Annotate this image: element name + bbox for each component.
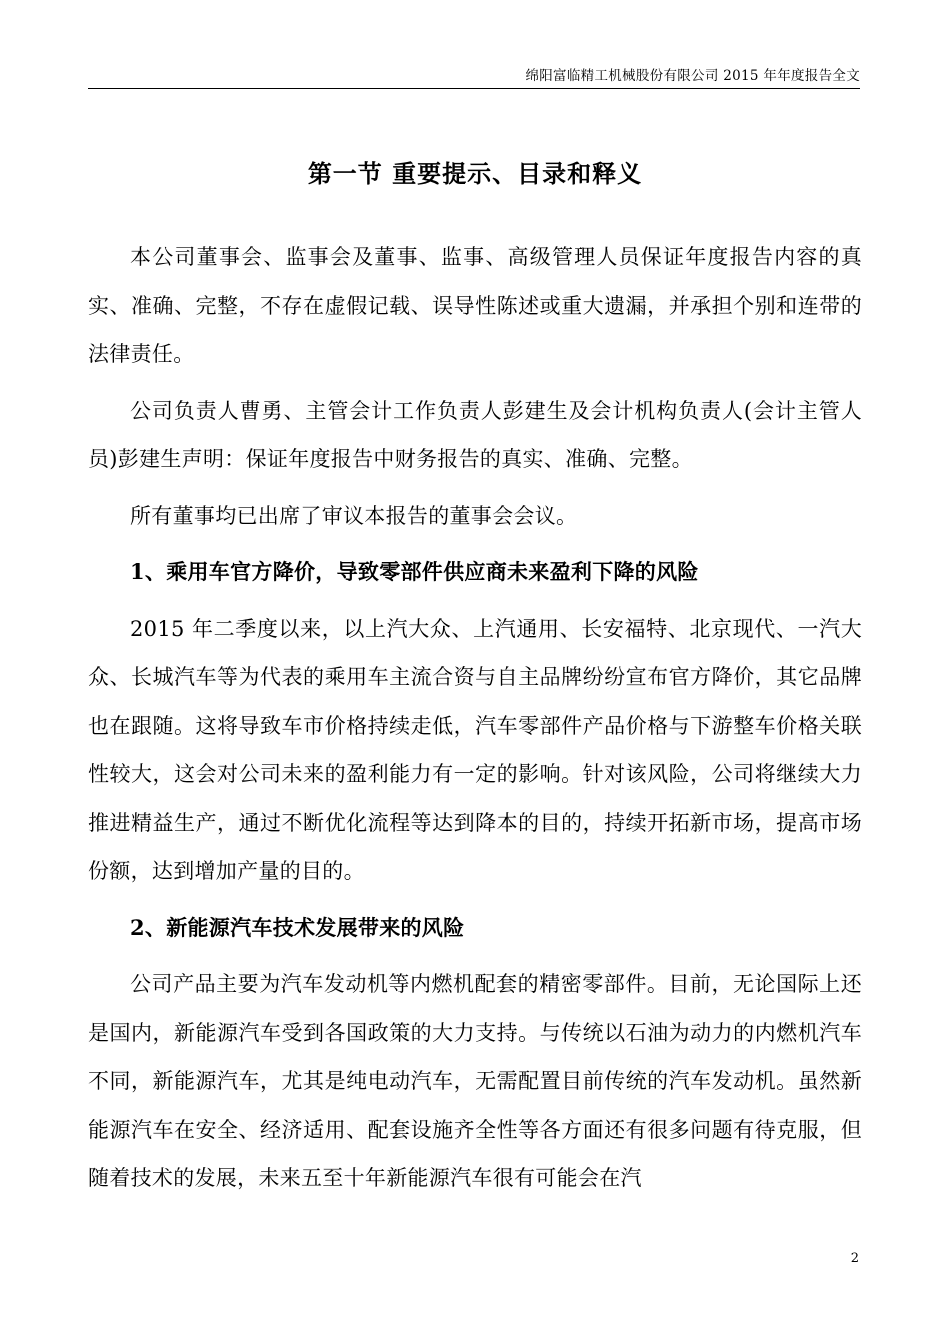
- section-title: 第一节 重要提示、目录和释义: [307, 159, 643, 188]
- risk-heading-1: 1、乘用车官方降价，导致零部件供应商未来盈利下降的风险: [130, 559, 699, 584]
- risk-heading-2: 2、新能源汽车技术发展带来的风险: [130, 914, 465, 940]
- header-text: 绵阳富临精工机械股份有限公司 2015 年年度报告全文: [525, 68, 860, 84]
- page-number: 2: [850, 1251, 859, 1266]
- page-header: [88, 62, 860, 89]
- paragraph-risk-1: 2015 年二季度以来，以上汽大众、上汽通用、长安福特、北京现代、一汽大众、长城汽车等为代表的乘用车主流合资与自主品牌纷纷宣布官方降价，其它品牌也在跟随。这将导致车市价格持续走低，汽车零部件产品价格与下游整车价格关联性较大，这会对公司未来的盈利能力有一定的影响。针对该风险，公司将继续大力推进精益生产，通过不断优化流程等达到降本的目的，持续开拓新市场，提高市场份额，达到增加产量的目的。: [88, 616, 862, 883]
- body-text: [88, 233, 862, 1203]
- paragraph-risk-2: 公司产品主要为汽车发动机等内燃机配套的精密零部件。目前，无论国际上还是国内，新能源汽车受到各国政策的大力支持。与传统以石油为动力的内燃机汽车不同，新能源汽车，尤其是纯电动汽车，无需配置目前传统的汽车发动机。虽然新能源汽车在安全、经济适用、配套设施齐全性等各方面还有很多问题有待克服，但随着技术的发展，未来五至十年新能源汽车很有可能会在汽: [88, 972, 862, 1190]
- paragraph-responsible-persons: 公司负责人曹勇、主管会计工作负责人彭建生及会计机构负责人(会计主管人员)彭建生声明：保证年度报告中财务报告的真实、准确、完整。: [88, 398, 862, 471]
- paragraph-directors-attendance: 所有董事均已出席了审议本报告的董事会会议。: [130, 503, 578, 528]
- paragraph-board-guarantee: 本公司董事会、监事会及董事、监事、高级管理人员保证年度报告内容的真实、准确、完整，不存在虚假记载、误导性陈述或重大遗漏，并承担个别和连带的法律责任。: [88, 245, 862, 366]
